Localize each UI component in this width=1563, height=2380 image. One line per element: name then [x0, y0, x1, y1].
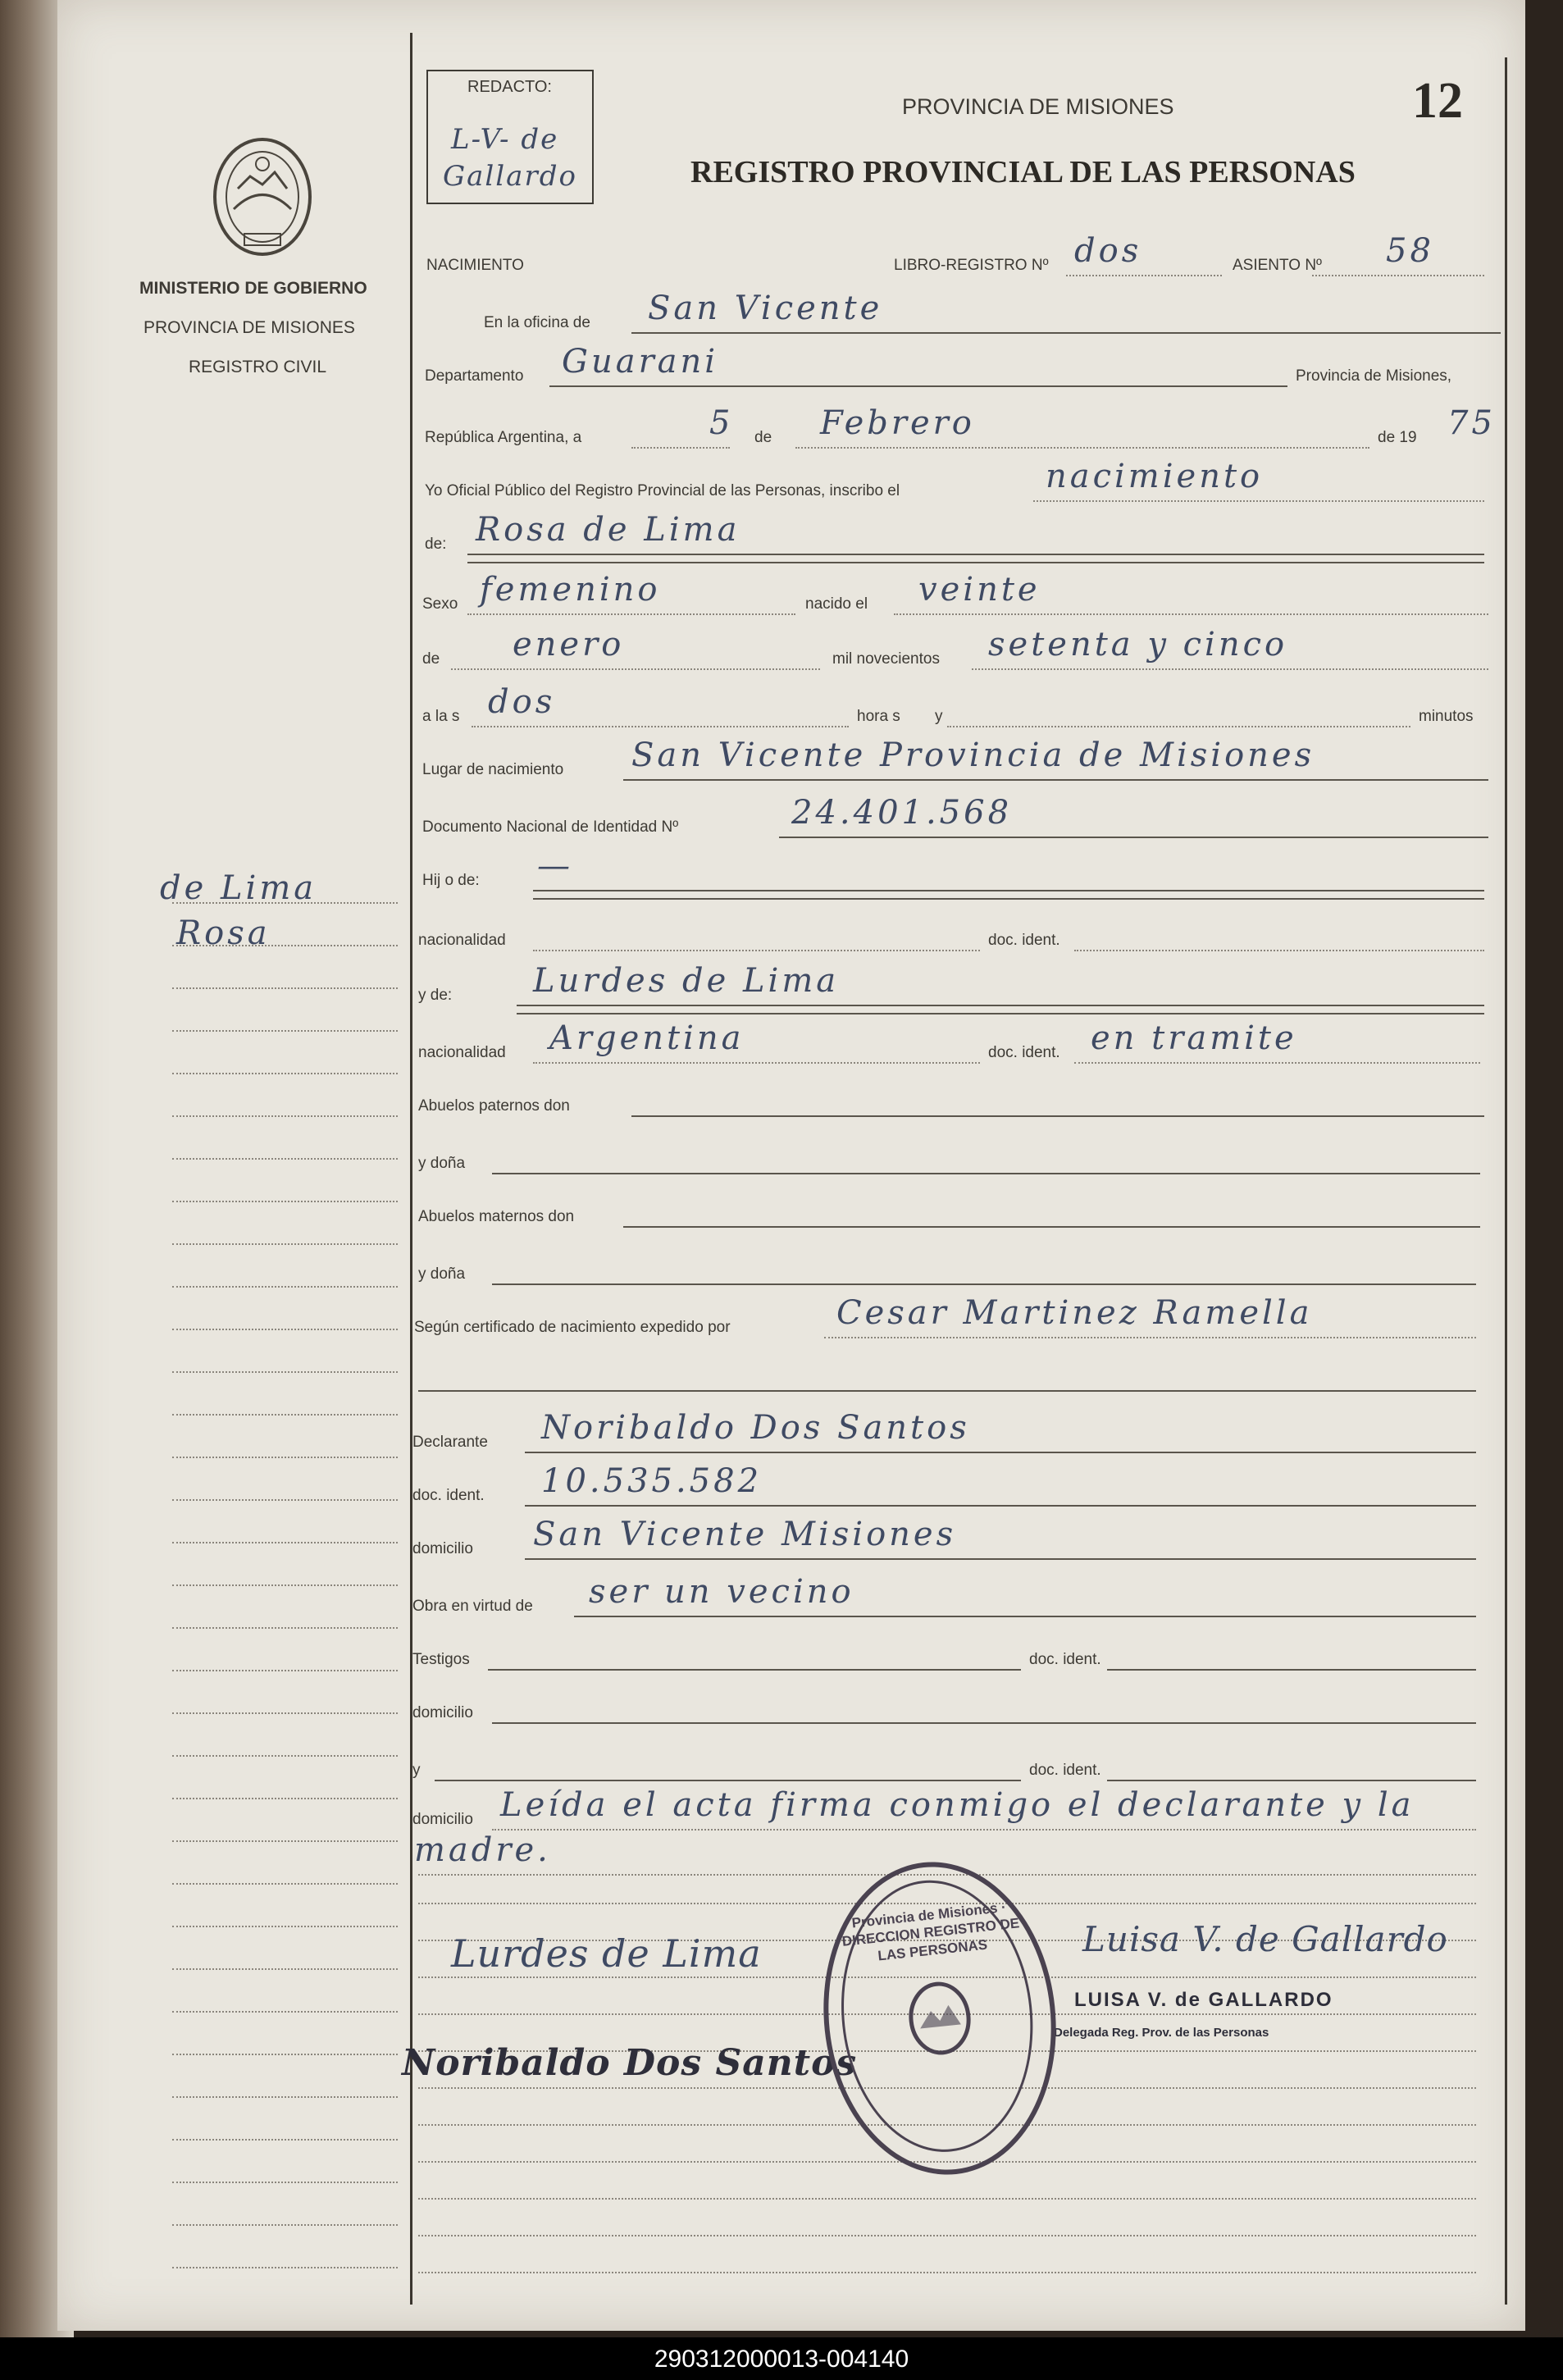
page-number: 12 — [1412, 73, 1463, 129]
header-province: PROVINCIA DE MISIONES — [902, 94, 1174, 119]
abuelos-mat-label: Abuelos maternos don — [418, 1208, 575, 1225]
de-nombre-label: de: — [425, 536, 447, 553]
margin-ruled-line — [172, 1883, 398, 1885]
form-rule-line — [631, 332, 1501, 334]
form-rule-line — [525, 1505, 1476, 1507]
margin-ruled-line — [172, 1584, 398, 1586]
nacionalidad2-label: nacionalidad — [418, 1044, 506, 1061]
hora-label: hora s — [857, 708, 900, 725]
libro-label: LIBRO-REGISTRO Nº — [894, 257, 1049, 274]
margin-ruled-line — [172, 1073, 398, 1074]
form-rule-line — [517, 1005, 1484, 1006]
margin-ruled-line — [172, 902, 398, 904]
domicilio3-label: domicilio — [412, 1811, 473, 1828]
right-rule — [1505, 57, 1507, 2305]
form-rule-line — [972, 668, 1488, 670]
form-rule-line — [525, 1452, 1476, 1453]
nacionalidad1-label: nacionalidad — [418, 932, 506, 949]
fecha-anio: 75 — [1447, 404, 1496, 442]
margin-name-line2: Rosa — [176, 914, 271, 952]
redacto-hand-1: L-V- de — [451, 123, 559, 156]
form-rule-line — [1074, 950, 1484, 951]
de-label: de — [754, 429, 772, 446]
nacido-label: nacido el — [805, 595, 868, 613]
signature-ruled-line — [418, 2235, 1476, 2236]
mil-label: mil novecientos — [832, 650, 940, 668]
form-rule-line — [631, 447, 730, 449]
ministry-heading: MINISTERIO DE GOBIERNO — [139, 279, 367, 298]
margin-ruled-line — [172, 1542, 398, 1543]
mes-value: enero — [513, 626, 625, 663]
sexo-label: Sexo — [422, 595, 458, 613]
abuelos-pat-label: Abuelos paternos don — [418, 1097, 570, 1115]
form-rule-line — [1033, 500, 1484, 502]
ydona1-label: y doña — [418, 1155, 466, 1172]
oficial-value: nacimiento — [1046, 458, 1264, 495]
form-rule-line — [824, 1337, 1476, 1338]
margin-ruled-line — [172, 1798, 398, 1799]
form-rule-line — [779, 837, 1488, 838]
margin-ruled-line — [172, 1712, 398, 1714]
nacimiento: NACIMIENTO — [426, 257, 524, 274]
form-rule-line — [795, 447, 1369, 449]
nombre-value: Rosa de Lima — [476, 511, 740, 549]
form-rule-line — [894, 613, 1488, 615]
y-label: y — [935, 708, 943, 725]
oficina-label: En la oficina de — [484, 314, 590, 331]
margin-ruled-line — [172, 1755, 398, 1757]
departamento-label: Departamento — [425, 367, 524, 385]
asiento-label: ASIENTO Nº — [1233, 257, 1322, 274]
margin-ruled-line — [172, 1670, 398, 1671]
redacto-hand-2: Gallardo — [443, 160, 577, 193]
margin-ruled-line — [172, 945, 398, 946]
officer-signature: Luisa V. de Gallardo — [1082, 1919, 1448, 1959]
form-rule-line — [533, 1062, 980, 1064]
docident1-label: doc. ident. — [988, 932, 1060, 949]
a-las-value: dos — [488, 683, 556, 721]
form-rule-line — [1074, 1062, 1480, 1064]
asiento-value: 58 — [1386, 232, 1434, 270]
margin-ruled-line — [172, 1926, 398, 1927]
province-seal-icon — [205, 131, 320, 262]
domicilio1-label: domicilio — [412, 1540, 473, 1557]
sidebar-civil: REGISTRO CIVIL — [189, 358, 327, 376]
archive-footer — [0, 2337, 1563, 2380]
form-rule-line — [488, 1669, 1021, 1671]
de19-label: de 19 — [1378, 429, 1417, 446]
form-rule-line — [467, 613, 795, 615]
sidebar-province: PROVINCIA DE MISIONES — [144, 318, 355, 337]
fecha-dia: 5 — [709, 404, 734, 442]
leida-line1: Leída el acta firma conmigo el declarante y la — [500, 1786, 1415, 1824]
form-rule-line — [525, 1558, 1476, 1560]
officer-stamp-name: LUISA V. de GALLARDO — [1074, 1989, 1333, 2011]
domicilio2-label: domicilio — [412, 1704, 473, 1721]
testigos-label: Testigos — [412, 1651, 470, 1668]
mil-value: setenta y cinco — [988, 626, 1288, 663]
margin-ruled-line — [172, 1627, 398, 1629]
nacionalidad2-value: Argentina — [549, 1019, 745, 1057]
margin-name-line1: de Lima — [160, 869, 317, 907]
margin-ruled-line — [172, 1201, 398, 1202]
dni-label: Documento Nacional de Identidad Nº — [422, 818, 679, 836]
republica-label: República Argentina, a — [425, 429, 582, 446]
form-rule-line — [1107, 1669, 1476, 1671]
form-rule-line — [623, 779, 1488, 781]
segun-value: Cesar Martinez Ramella — [836, 1294, 1313, 1332]
signature-ruled-line — [418, 2272, 1476, 2273]
docident5-label: doc. ident. — [1029, 1762, 1101, 1779]
leida-line2: madre. — [414, 1831, 551, 1869]
officer-stamp-title: Delegada Reg. Prov. de las Personas — [1054, 2026, 1269, 2040]
form-rule-line — [467, 562, 1484, 563]
form-rule-line — [533, 890, 1484, 891]
margin-ruled-line — [172, 2011, 398, 2013]
margin-ruled-line — [172, 1414, 398, 1416]
form-rule-line — [631, 1115, 1484, 1117]
archive-id: 290312000013-004140 — [654, 2346, 909, 2373]
form-rule-line — [418, 1390, 1476, 1392]
obra-label: Obra en virtud de — [412, 1598, 533, 1615]
form-rule-line — [472, 726, 849, 727]
oficial-label: Yo Oficial Público del Registro Provincial de las Personas, inscribo el — [425, 482, 900, 499]
signature-ruled-line — [418, 2198, 1476, 2200]
form-rule-line — [492, 1283, 1476, 1285]
margin-ruled-line — [172, 2054, 398, 2055]
stamp-text: Provincia de Misiones · DIRECCION REGISTRO DE LAS PERSONAS — [841, 1899, 1021, 1963]
margin-ruled-line — [172, 1286, 398, 1288]
minutos-label: minutos — [1419, 708, 1474, 725]
dni-value: 24.401.568 — [791, 794, 1013, 832]
hijo-label: Hij o de: — [422, 872, 480, 889]
docident4-label: doc. ident. — [1029, 1651, 1101, 1668]
form-rule-line — [492, 1173, 1480, 1174]
ydona2-label: y doña — [418, 1265, 466, 1283]
fecha-mes: Febrero — [820, 404, 975, 442]
margin-ruled-line — [172, 987, 398, 989]
docident2-value: en tramite — [1091, 1019, 1297, 1057]
margin-ruled-line — [172, 2182, 398, 2183]
margin-ruled-line — [172, 2267, 398, 2268]
form-rule-line — [492, 1829, 1476, 1831]
margin-ruled-line — [172, 1030, 398, 1032]
form-rule-line — [435, 1780, 1021, 1781]
declarante-label: Declarante — [412, 1434, 488, 1451]
form-rule-line — [533, 950, 980, 951]
yde-value: Lurdes de Lima — [533, 962, 840, 1000]
mother-signature: Lurdes de Lima — [451, 1931, 762, 1976]
margin-ruled-line — [172, 2139, 398, 2141]
y2-label: y — [412, 1762, 421, 1779]
libro-value: dos — [1074, 232, 1142, 270]
margin-ruled-line — [172, 1968, 398, 1970]
obra-value: ser un vecino — [589, 1573, 854, 1611]
form-rule-line — [1312, 275, 1484, 276]
a-las-label: a la s — [422, 708, 460, 725]
redacto-label: REDACTO: — [467, 78, 552, 96]
nacido-value: veinte — [918, 571, 1041, 609]
form-rule-line — [947, 726, 1410, 727]
form-rule-line — [533, 898, 1484, 900]
margin-ruled-line — [172, 1158, 398, 1160]
oficina-value: San Vicente — [648, 290, 883, 327]
declarant-signature: Noribaldo Dos Santos — [402, 2042, 858, 2084]
margin-ruled-line — [172, 1840, 398, 1842]
registry-title: REGISTRO PROVINCIAL DE LAS PERSONAS — [690, 155, 1356, 189]
de-mes-label: de — [422, 650, 440, 668]
hijo-value: — — [537, 847, 573, 885]
docident3-value: 10.535.582 — [541, 1462, 763, 1500]
lugar-label: Lugar de nacimiento — [422, 761, 564, 778]
form-rule-line — [451, 668, 820, 670]
docident3-label: doc. ident. — [412, 1487, 485, 1504]
yde-label: y de: — [418, 987, 453, 1004]
form-rule-line — [574, 1616, 1476, 1617]
registry-round-stamp — [809, 1850, 1071, 2186]
segun-label: Según certificado de nacimiento expedido por — [414, 1319, 731, 1336]
margin-ruled-line — [172, 1457, 398, 1458]
sexo-value: femenino — [480, 571, 661, 609]
margin-ruled-line — [172, 1115, 398, 1117]
form-rule-line — [549, 385, 1287, 387]
margin-ruled-line — [172, 1371, 398, 1373]
margin-ruled-line — [172, 1329, 398, 1330]
margin-ruled-line — [172, 1499, 398, 1501]
margin-ruled-line — [172, 1243, 398, 1245]
lugar-value: San Vicente Provincia de Misiones — [631, 736, 1315, 774]
form-rule-line — [517, 1013, 1484, 1014]
form-rule-line — [467, 554, 1484, 555]
form-rule-line — [492, 1722, 1476, 1724]
margin-rule — [410, 33, 412, 2305]
provincia-suffix: Provincia de Misiones, — [1296, 367, 1452, 385]
form-rule-line — [623, 1226, 1480, 1228]
docident2-label: doc. ident. — [988, 1044, 1060, 1061]
departamento-value: Guarani — [562, 343, 719, 381]
register-page — [57, 0, 1525, 2331]
margin-ruled-line — [172, 2224, 398, 2226]
form-rule-line — [1107, 1780, 1476, 1781]
form-rule-line — [1066, 275, 1222, 276]
declarante-value: Noribaldo Dos Santos — [541, 1409, 970, 1447]
margin-ruled-line — [172, 2096, 398, 2098]
stamp-emblem-icon — [904, 1978, 977, 2059]
domicilio1-value: San Vicente Misiones — [533, 1516, 957, 1553]
